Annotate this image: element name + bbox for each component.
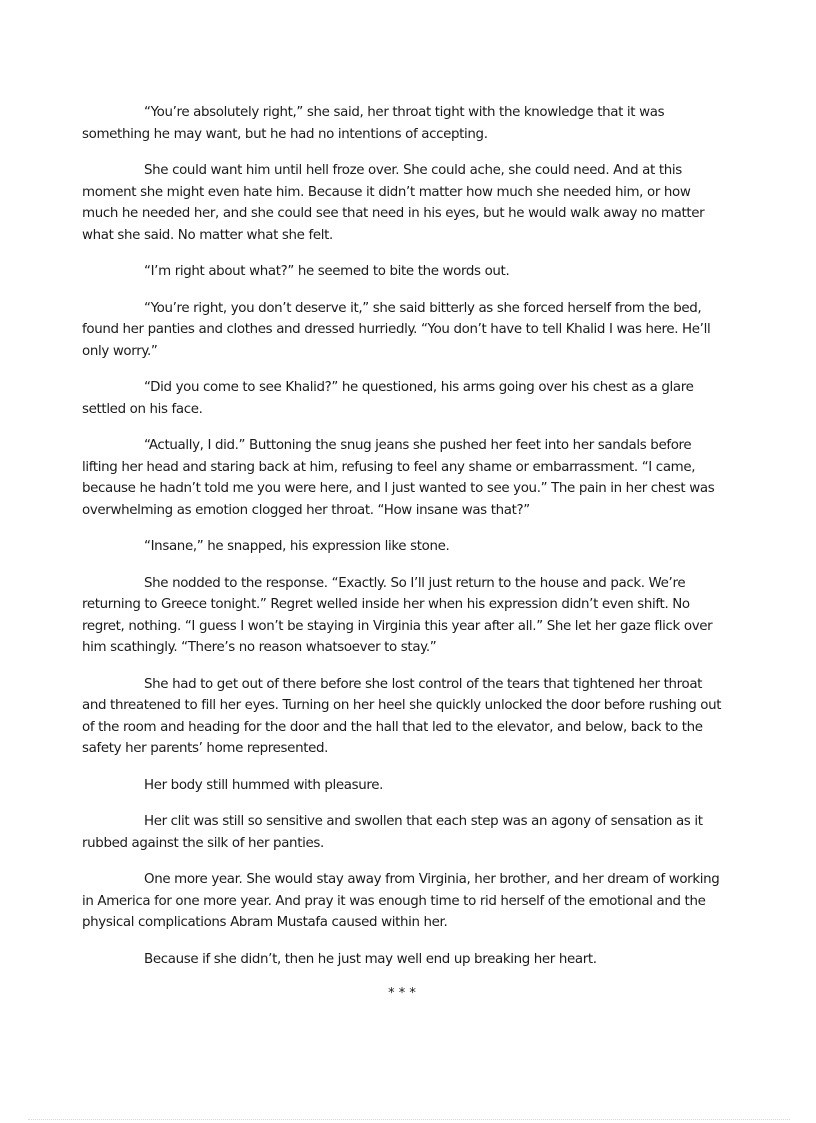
- paragraph: She had to get out of there before she lost control of the tears that tightened her throat and threatened to fill her eyes. Turning on her heel she quickly unlocked the door before rushing out of the room and heading for the door and the hall that led to the elevator, and below, back to the safety her parents’ home represented.: [82, 676, 722, 756]
- paragraph: She nodded to the response. “Exactly. So I’ll just return to the house and pack. We’re returning to Greece tonight.” Regret welled inside her when his expression didn’t even shift. No regret, nothing. “I guess I won’t be staying in Virginia this year after all.” She let her gaze flick over him scathingly. “There’s no reason whatsoever to stay.”: [82, 575, 713, 655]
- paragraph: “You’re right, you don’t deserve it,” she said bitterly as she forced herself from the bed, found her panties and clothes and dressed hurriedly. “You don’t have to tell Khalid I was here. He’ll only worry.”: [82, 300, 711, 359]
- paragraph: She could want him until hell froze over. She could ache, she could need. And at this moment she might even hate him. Because it didn’t matter how much she needed him, or how much he needed her, and she could see that need in his eyes, but he would walk away no matter what she said. No matter what she felt.: [82, 163, 705, 243]
- paragraph: “Did you come to see Khalid?” he questioned, his arms going over his chest as a glare settled on his face.: [82, 380, 694, 417]
- paragraph: “You’re absolutely right,” she said, her throat tight with the knowledge that it was something he may want, but he had no intentions of accepting.: [82, 105, 665, 142]
- page-bottom-divider: [28, 1119, 790, 1120]
- paragraph: Her body still hummed with pleasure.: [144, 777, 384, 793]
- paragraph: Her clit was still so sensitive and swollen that each step was an agony of sensation as it rubbed against the silk of her panties.: [82, 814, 703, 851]
- scene-break: * * *: [388, 986, 416, 1001]
- paragraph: “Insane,” he snapped, his expression like stone.: [144, 539, 450, 554]
- body-text: [82, 102, 722, 1005]
- paragraph: One more year. She would stay away from Virginia, her brother, and her dream of working in America for one more year. And pray it was enough time to rid herself of the emotional and the physical complications Abram Mustafa caused within her.: [82, 872, 720, 930]
- paragraph: “I’m right about what?” he seemed to bite the words out.: [144, 264, 510, 279]
- paragraph: “Actually, I did.” Buttoning the snug jeans she pushed her feet into her sandals before lifting her head and staring back at him, refusing to feel any shame or embarrassment. “I came, because he hadn’t told me you were here, and I just wanted to see you.” The pain in her chest was overwhelming as emotion clogged her throat. “How insane was that?”: [82, 438, 715, 518]
- paragraph: Because if she didn’t, then he just may well end up breaking her heart.: [144, 951, 597, 967]
